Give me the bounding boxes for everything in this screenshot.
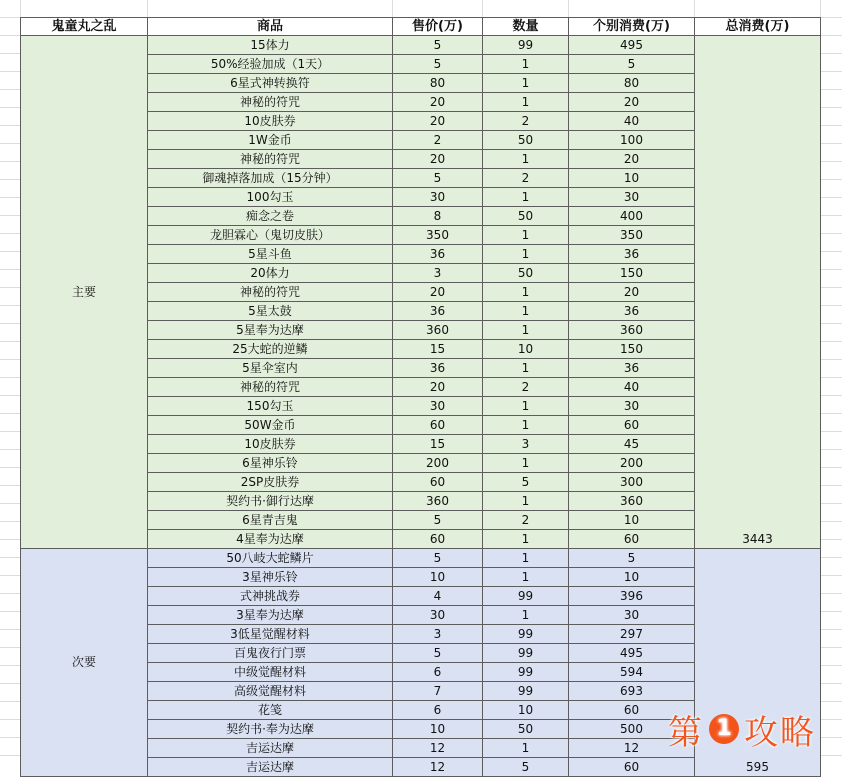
item-cell[interactable]: 1W金币 xyxy=(148,131,393,150)
header-cell-quantity[interactable]: 数量 xyxy=(483,18,569,36)
subtotal-cell[interactable]: 80 xyxy=(569,74,695,93)
subtotal-cell[interactable]: 5 xyxy=(569,549,695,568)
price-cell[interactable]: 5 xyxy=(393,511,483,530)
price-cell[interactable]: 20 xyxy=(393,378,483,397)
quantity-cell[interactable]: 2 xyxy=(483,378,569,397)
item-cell[interactable]: 吉运达摩 xyxy=(148,758,393,777)
price-cell[interactable]: 200 xyxy=(393,454,483,473)
subtotal-cell[interactable]: 10 xyxy=(569,568,695,587)
subtotal-cell[interactable]: 60 xyxy=(569,530,695,549)
price-cell[interactable]: 350 xyxy=(393,226,483,245)
quantity-cell[interactable]: 2 xyxy=(483,169,569,188)
price-cell[interactable]: 15 xyxy=(393,340,483,359)
item-cell[interactable]: 百鬼夜行门票 xyxy=(148,644,393,663)
subtotal-cell[interactable]: 495 xyxy=(569,644,695,663)
item-cell[interactable]: 神秘的符咒 xyxy=(148,150,393,169)
item-cell[interactable]: 2SP皮肤券 xyxy=(148,473,393,492)
watermark-suffix: 攻略 xyxy=(744,712,816,753)
quantity-cell[interactable]: 50 xyxy=(483,264,569,283)
subtotal-cell[interactable]: 30 xyxy=(569,188,695,207)
price-cell[interactable]: 20 xyxy=(393,150,483,169)
price-cell[interactable]: 12 xyxy=(393,758,483,777)
price-cell[interactable]: 5 xyxy=(393,169,483,188)
quantity-cell[interactable]: 1 xyxy=(483,93,569,112)
quantity-cell[interactable]: 99 xyxy=(483,625,569,644)
subtotal-cell[interactable]: 40 xyxy=(569,112,695,131)
price-cell[interactable]: 10 xyxy=(393,568,483,587)
quantity-cell[interactable]: 1 xyxy=(483,359,569,378)
subtotal-cell[interactable]: 10 xyxy=(569,169,695,188)
group-label-cell[interactable]: 次要 xyxy=(21,549,148,777)
subtotal-cell[interactable]: 20 xyxy=(569,283,695,302)
subtotal-cell[interactable]: 20 xyxy=(569,93,695,112)
item-cell[interactable]: 4星奉为达摩 xyxy=(148,530,393,549)
subtotal-cell[interactable]: 360 xyxy=(569,321,695,340)
price-cell[interactable]: 30 xyxy=(393,606,483,625)
quantity-cell[interactable]: 1 xyxy=(483,226,569,245)
price-cell[interactable]: 60 xyxy=(393,416,483,435)
watermark-prefix: 第 xyxy=(668,712,704,753)
table-row xyxy=(21,549,821,568)
item-cell[interactable]: 6星青吉鬼 xyxy=(148,511,393,530)
header-cell-item[interactable]: 商品 xyxy=(148,18,393,36)
subtotal-cell[interactable]: 60 xyxy=(569,416,695,435)
item-cell[interactable]: 15体力 xyxy=(148,36,393,55)
price-cell[interactable]: 80 xyxy=(393,74,483,93)
group-label-cell[interactable]: 主要 xyxy=(21,36,148,549)
item-cell[interactable]: 10皮肤券 xyxy=(148,435,393,454)
subtotal-cell[interactable]: 360 xyxy=(569,492,695,511)
header-row xyxy=(21,18,821,36)
quantity-cell[interactable]: 2 xyxy=(483,112,569,131)
quantity-cell[interactable]: 3 xyxy=(483,435,569,454)
subtotal-cell[interactable]: 500 xyxy=(569,720,695,739)
subtotal-cell[interactable]: 36 xyxy=(569,245,695,264)
subtotal-cell[interactable]: 594 xyxy=(569,663,695,682)
subtotal-cell[interactable]: 495 xyxy=(569,36,695,55)
price-cell[interactable]: 6 xyxy=(393,663,483,682)
item-cell[interactable]: 5星太鼓 xyxy=(148,302,393,321)
subtotal-cell[interactable]: 200 xyxy=(569,454,695,473)
quantity-cell[interactable]: 1 xyxy=(483,568,569,587)
price-cell[interactable]: 5 xyxy=(393,36,483,55)
quantity-cell[interactable]: 1 xyxy=(483,454,569,473)
item-cell[interactable]: 50八岐大蛇鳞片 xyxy=(148,549,393,568)
price-cell[interactable]: 3 xyxy=(393,625,483,644)
item-cell[interactable]: 100勾玉 xyxy=(148,188,393,207)
price-cell[interactable]: 36 xyxy=(393,245,483,264)
quantity-cell[interactable]: 1 xyxy=(483,416,569,435)
watermark-number-badge: 1 xyxy=(709,714,739,744)
quantity-cell[interactable]: 1 xyxy=(483,739,569,758)
price-cell[interactable]: 20 xyxy=(393,93,483,112)
item-cell[interactable]: 中级觉醒材料 xyxy=(148,663,393,682)
price-cell[interactable]: 30 xyxy=(393,188,483,207)
quantity-cell[interactable]: 99 xyxy=(483,36,569,55)
price-cell[interactable]: 12 xyxy=(393,739,483,758)
subtotal-cell[interactable]: 20 xyxy=(569,150,695,169)
quantity-cell[interactable]: 1 xyxy=(483,549,569,568)
price-cell[interactable]: 30 xyxy=(393,397,483,416)
quantity-cell[interactable]: 1 xyxy=(483,492,569,511)
group-total-cell[interactable]: 595 xyxy=(695,549,821,777)
item-cell[interactable]: 神秘的符咒 xyxy=(148,283,393,302)
subtotal-cell[interactable]: 36 xyxy=(569,302,695,321)
item-cell[interactable]: 花笺 xyxy=(148,701,393,720)
subtotal-cell[interactable]: 12 xyxy=(569,739,695,758)
subtotal-cell[interactable]: 36 xyxy=(569,359,695,378)
item-cell[interactable]: 20体力 xyxy=(148,264,393,283)
quantity-cell[interactable]: 50 xyxy=(483,131,569,150)
price-cell[interactable]: 6 xyxy=(393,701,483,720)
subtotal-cell[interactable]: 10 xyxy=(569,511,695,530)
item-cell[interactable]: 御魂掉落加成（15分钟） xyxy=(148,169,393,188)
item-cell[interactable]: 150勾玉 xyxy=(148,397,393,416)
header-cell-event[interactable]: 鬼童丸之乱 xyxy=(21,18,148,36)
quantity-cell[interactable]: 1 xyxy=(483,302,569,321)
quantity-cell[interactable]: 5 xyxy=(483,758,569,777)
subtotal-cell[interactable]: 400 xyxy=(569,207,695,226)
price-cell[interactable]: 360 xyxy=(393,321,483,340)
quantity-cell[interactable]: 50 xyxy=(483,720,569,739)
price-cell[interactable]: 15 xyxy=(393,435,483,454)
quantity-cell[interactable]: 1 xyxy=(483,283,569,302)
item-cell[interactable]: 神秘的符咒 xyxy=(148,93,393,112)
subtotal-cell[interactable]: 396 xyxy=(569,587,695,606)
item-cell[interactable]: 50%经验加成（1天） xyxy=(148,55,393,74)
quantity-cell[interactable]: 1 xyxy=(483,321,569,340)
price-cell[interactable]: 3 xyxy=(393,264,483,283)
price-cell[interactable]: 8 xyxy=(393,207,483,226)
price-cell[interactable]: 10 xyxy=(393,720,483,739)
subtotal-cell[interactable]: 60 xyxy=(569,758,695,777)
price-cell[interactable]: 36 xyxy=(393,302,483,321)
quantity-cell[interactable]: 1 xyxy=(483,150,569,169)
header-cell-subtotal[interactable]: 个别消费(万) xyxy=(569,18,695,36)
price-cell[interactable]: 5 xyxy=(393,644,483,663)
subtotal-cell[interactable]: 45 xyxy=(569,435,695,454)
item-cell[interactable]: 吉运达摩 xyxy=(148,739,393,758)
subtotal-cell[interactable]: 60 xyxy=(569,701,695,720)
subtotal-cell[interactable]: 30 xyxy=(569,397,695,416)
price-cell[interactable]: 360 xyxy=(393,492,483,511)
item-cell[interactable]: 高级觉醒材料 xyxy=(148,682,393,701)
subtotal-cell[interactable]: 150 xyxy=(569,340,695,359)
price-cell[interactable]: 60 xyxy=(393,473,483,492)
item-cell[interactable]: 3低星觉醒材料 xyxy=(148,625,393,644)
price-cell[interactable]: 2 xyxy=(393,131,483,150)
item-cell[interactable]: 3星奉为达摩 xyxy=(148,606,393,625)
item-cell[interactable]: 6星神乐铃 xyxy=(148,454,393,473)
quantity-cell[interactable]: 99 xyxy=(483,663,569,682)
subtotal-cell[interactable]: 5 xyxy=(569,55,695,74)
quantity-cell[interactable]: 1 xyxy=(483,397,569,416)
quantity-cell[interactable]: 99 xyxy=(483,644,569,663)
quantity-cell[interactable]: 1 xyxy=(483,530,569,549)
subtotal-cell[interactable]: 300 xyxy=(569,473,695,492)
item-cell[interactable]: 5星奉为达摩 xyxy=(148,321,393,340)
subtotal-cell[interactable]: 40 xyxy=(569,378,695,397)
quantity-cell[interactable]: 5 xyxy=(483,473,569,492)
quantity-cell[interactable]: 1 xyxy=(483,245,569,264)
price-cell[interactable]: 5 xyxy=(393,55,483,74)
item-cell[interactable]: 5星斗鱼 xyxy=(148,245,393,264)
subtotal-cell[interactable]: 100 xyxy=(569,131,695,150)
header-cell-price[interactable]: 售价(万) xyxy=(393,18,483,36)
quantity-cell[interactable]: 1 xyxy=(483,55,569,74)
quantity-cell[interactable]: 50 xyxy=(483,207,569,226)
item-cell[interactable]: 神秘的符咒 xyxy=(148,378,393,397)
quantity-cell[interactable]: 1 xyxy=(483,606,569,625)
price-cell[interactable]: 20 xyxy=(393,112,483,131)
table-row xyxy=(21,36,821,55)
spreadsheet-table xyxy=(20,17,821,777)
subtotal-cell[interactable]: 350 xyxy=(569,226,695,245)
item-cell[interactable]: 3星神乐铃 xyxy=(148,568,393,587)
item-cell[interactable]: 契约书·御行达摩 xyxy=(148,492,393,511)
item-cell[interactable]: 契约书·奉为达摩 xyxy=(148,720,393,739)
item-cell[interactable]: 10皮肤券 xyxy=(148,112,393,131)
watermark-logo xyxy=(668,706,816,752)
item-cell[interactable]: 式神挑战券 xyxy=(148,587,393,606)
quantity-cell[interactable]: 1 xyxy=(483,188,569,207)
subtotal-cell[interactable]: 297 xyxy=(569,625,695,644)
item-cell[interactable]: 6星式神转换符 xyxy=(148,74,393,93)
subtotal-cell[interactable]: 30 xyxy=(569,606,695,625)
price-cell[interactable]: 60 xyxy=(393,530,483,549)
subtotal-cell[interactable]: 693 xyxy=(569,682,695,701)
price-cell[interactable]: 36 xyxy=(393,359,483,378)
group-total-cell[interactable]: 3443 xyxy=(695,36,821,549)
quantity-cell[interactable]: 1 xyxy=(483,74,569,93)
quantity-cell[interactable]: 10 xyxy=(483,701,569,720)
price-cell[interactable]: 7 xyxy=(393,682,483,701)
item-cell[interactable]: 痴念之卷 xyxy=(148,207,393,226)
quantity-cell[interactable]: 10 xyxy=(483,340,569,359)
item-cell[interactable]: 25大蛇的逆鳞 xyxy=(148,340,393,359)
item-cell[interactable]: 50W金币 xyxy=(148,416,393,435)
price-cell[interactable]: 20 xyxy=(393,283,483,302)
quantity-cell[interactable]: 99 xyxy=(483,682,569,701)
subtotal-cell[interactable]: 150 xyxy=(569,264,695,283)
price-cell[interactable]: 5 xyxy=(393,549,483,568)
price-cell[interactable]: 4 xyxy=(393,587,483,606)
quantity-cell[interactable]: 99 xyxy=(483,587,569,606)
header-cell-total[interactable]: 总消费(万) xyxy=(695,18,821,36)
item-cell[interactable]: 龙胆霖心（鬼切皮肤） xyxy=(148,226,393,245)
quantity-cell[interactable]: 2 xyxy=(483,511,569,530)
item-cell[interactable]: 5星伞室内 xyxy=(148,359,393,378)
